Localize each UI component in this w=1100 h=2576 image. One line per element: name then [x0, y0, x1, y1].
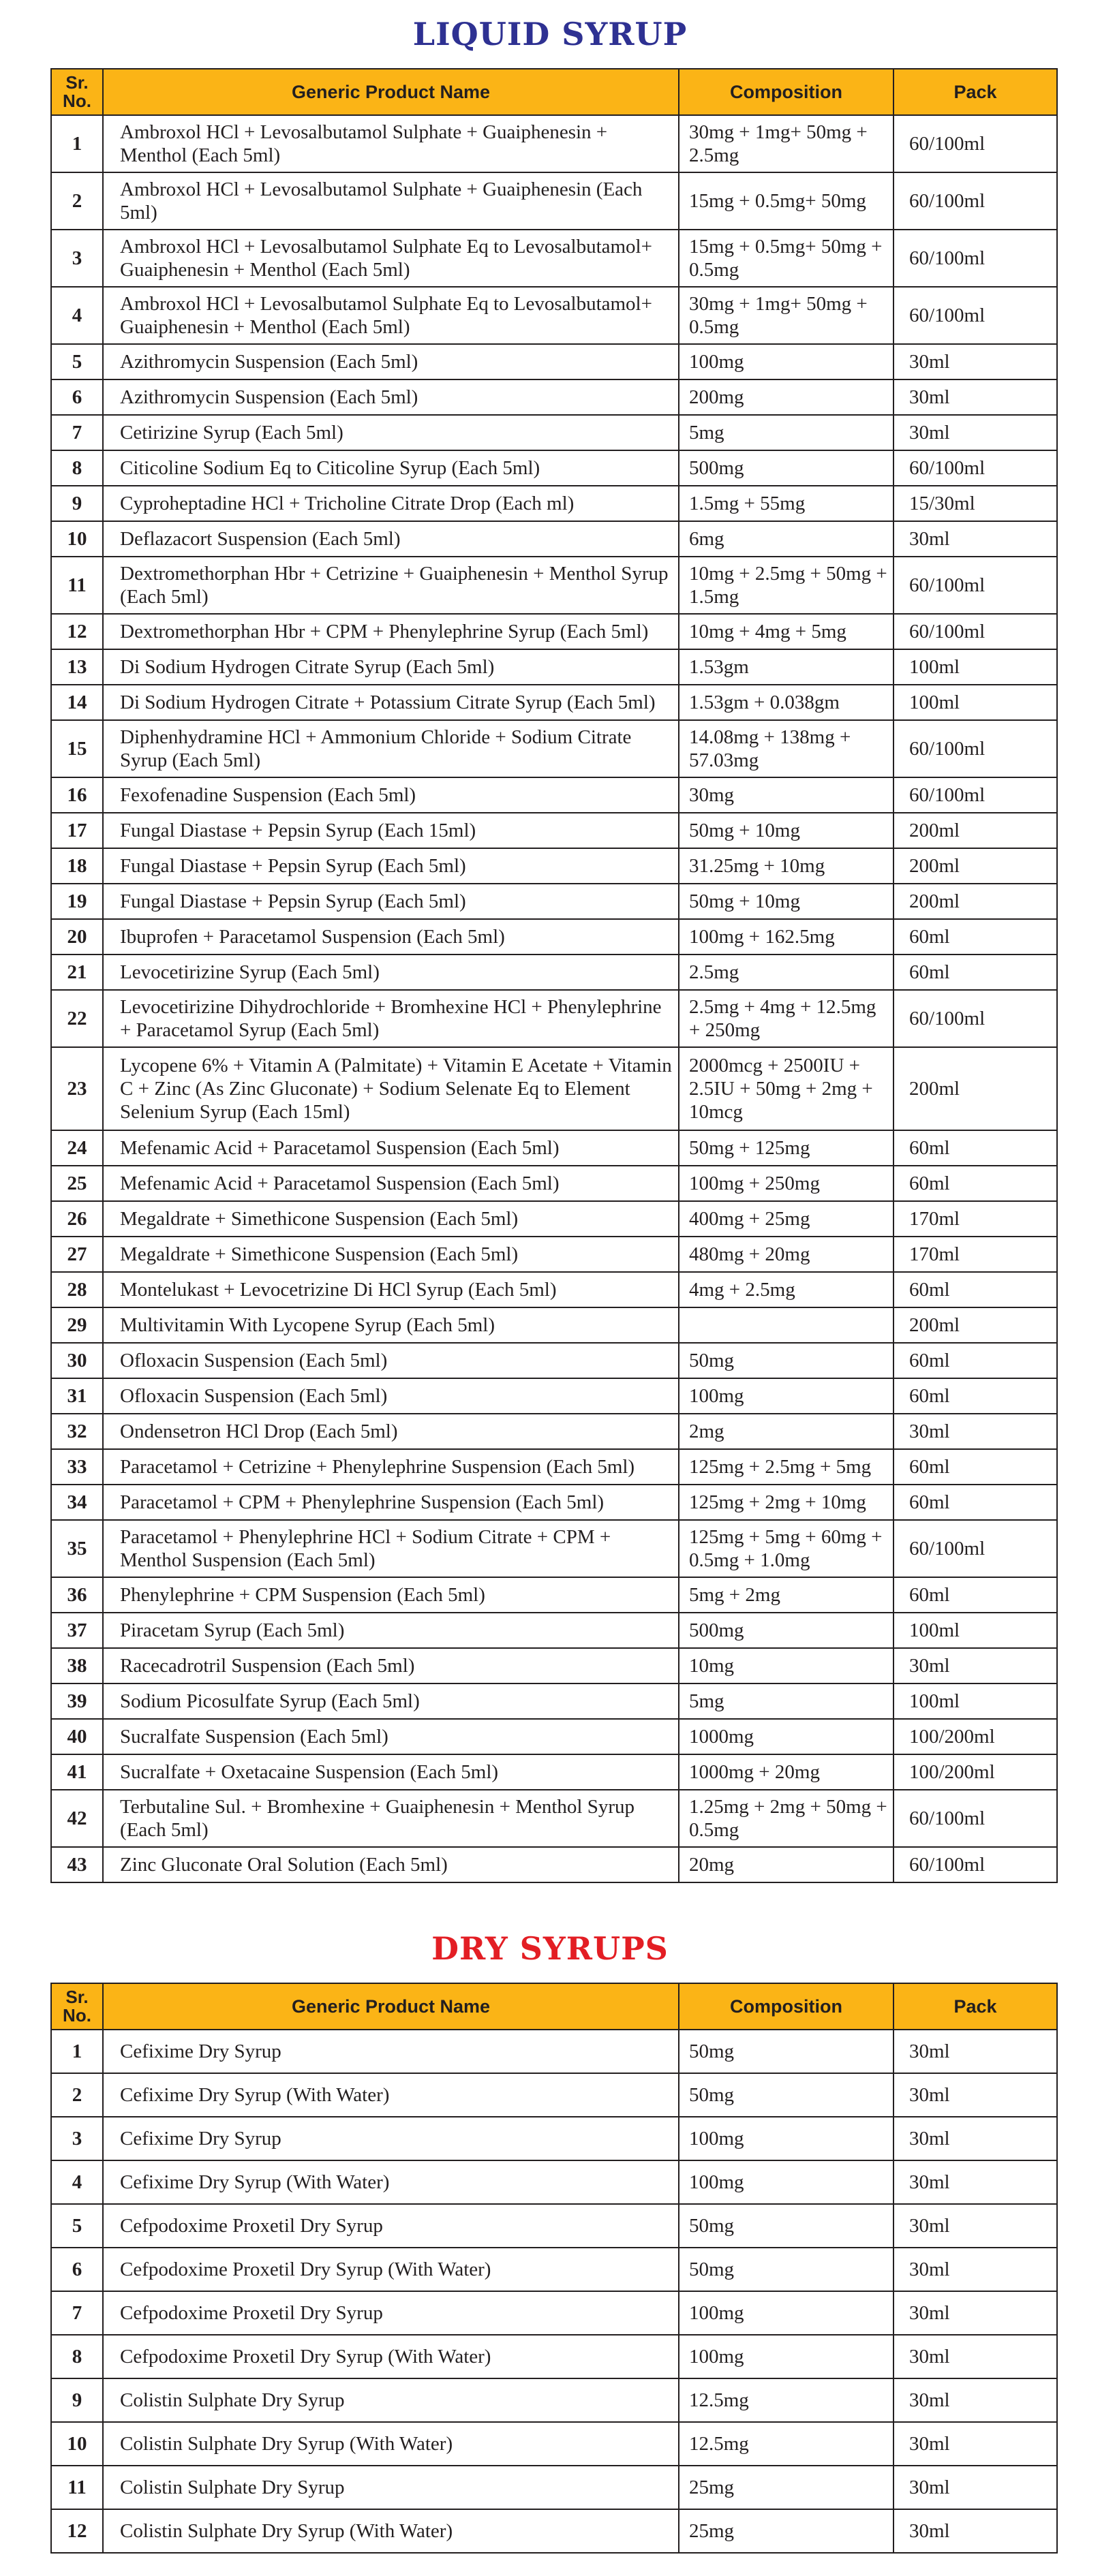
cell-sr-no: 2 — [51, 172, 103, 230]
table-row — [51, 1378, 1057, 1414]
cell-product-name: Sucralfate Suspension (Each 5ml) — [103, 1719, 679, 1754]
table-row — [51, 2073, 1057, 2117]
cell-composition: 125mg + 2.5mg + 5mg — [679, 1449, 893, 1485]
cell-pack: 170ml — [893, 1237, 1057, 1272]
cell-sr-no: 26 — [51, 1201, 103, 1237]
cell-sr-no: 24 — [51, 1130, 103, 1166]
cell-sr-no: 11 — [51, 2466, 103, 2509]
cell-product-name: Azithromycin Suspension (Each 5ml) — [103, 379, 679, 415]
cell-composition: 50mg — [679, 1343, 893, 1378]
liquid-syrup-title: LIQUID SYRUP — [412, 16, 688, 52]
cell-composition: 50mg + 125mg — [679, 1130, 893, 1166]
cell-product-name: Ofloxacin Suspension (Each 5ml) — [103, 1343, 679, 1378]
cell-composition: 100mg — [679, 2117, 893, 2160]
cell-product-name: Diphenhydramine HCl + Ammonium Chloride + Sodium Citrate Syrup (Each 5ml) — [103, 720, 679, 777]
cell-product-name: Cefpodoxime Proxetil Dry Syrup (With Water) — [103, 2335, 679, 2378]
cell-product-name: Cefixime Dry Syrup (With Water) — [103, 2073, 679, 2117]
cell-product-name: Mefenamic Acid + Paracetamol Suspension (Each 5ml) — [103, 1130, 679, 1166]
cell-product-name: Ambroxol HCl + Levosalbutamol Sulphate Eq to Levosalbutamol+ Guaiphenesin + Menthol (Each 5ml) — [103, 230, 679, 287]
cell-sr-no: 10 — [51, 521, 103, 557]
cell-product-name: Paracetamol + CPM + Phenylephrine Suspension (Each 5ml) — [103, 1485, 679, 1520]
cell-sr-no: 5 — [51, 2204, 103, 2248]
header-pack: Pack — [893, 1983, 1057, 2030]
cell-pack: 60/100ml — [893, 1520, 1057, 1577]
cell-product-name: Di Sodium Hydrogen Citrate + Potassium Citrate Syrup (Each 5ml) — [103, 685, 679, 720]
cell-pack: 200ml — [893, 1307, 1057, 1343]
cell-pack: 100ml — [893, 1613, 1057, 1648]
cell-composition: 2.5mg + 4mg + 12.5mg + 250mg — [679, 990, 893, 1047]
cell-sr-no: 22 — [51, 990, 103, 1047]
cell-product-name: Deflazacort Suspension (Each 5ml) — [103, 521, 679, 557]
table-row — [51, 1613, 1057, 1648]
cell-product-name: Citicoline Sodium Eq to Citicoline Syrup (Each 5ml) — [103, 450, 679, 486]
cell-composition: 2mg — [679, 1414, 893, 1449]
cell-pack: 30ml — [893, 2422, 1057, 2466]
cell-sr-no: 14 — [51, 685, 103, 720]
cell-composition: 200mg — [679, 379, 893, 415]
cell-sr-no: 17 — [51, 813, 103, 848]
table-row — [51, 884, 1057, 919]
cell-pack: 60ml — [893, 919, 1057, 955]
cell-composition: 100mg — [679, 1378, 893, 1414]
cell-composition: 2000mcg + 2500IU + 2.5IU + 50mg + 2mg + 10mcg — [679, 1047, 893, 1130]
cell-pack: 60ml — [893, 1343, 1057, 1378]
cell-product-name: Colistin Sulphate Dry Syrup — [103, 2378, 679, 2422]
cell-sr-no: 28 — [51, 1272, 103, 1307]
table-row — [51, 2422, 1057, 2466]
cell-composition: 50mg — [679, 2073, 893, 2117]
cell-composition: 4mg + 2.5mg — [679, 1272, 893, 1307]
cell-pack: 60ml — [893, 1130, 1057, 1166]
cell-composition: 1.53gm — [679, 649, 893, 685]
cell-sr-no: 2 — [51, 2073, 103, 2117]
cell-pack: 30ml — [893, 415, 1057, 450]
cell-sr-no: 35 — [51, 1520, 103, 1577]
table-row — [51, 1847, 1057, 1882]
cell-sr-no: 6 — [51, 2248, 103, 2291]
cell-sr-no: 13 — [51, 649, 103, 685]
cell-pack: 30ml — [893, 2466, 1057, 2509]
cell-composition: 100mg — [679, 344, 893, 379]
cell-sr-no: 4 — [51, 287, 103, 344]
cell-product-name: Cefpodoxime Proxetil Dry Syrup — [103, 2291, 679, 2335]
table-row — [51, 2160, 1057, 2204]
cell-pack: 60/100ml — [893, 172, 1057, 230]
cell-product-name: Fungal Diastase + Pepsin Syrup (Each 5ml) — [103, 848, 679, 884]
table-row — [51, 848, 1057, 884]
cell-pack: 30ml — [893, 344, 1057, 379]
cell-pack: 100/200ml — [893, 1719, 1057, 1754]
cell-pack: 60/100ml — [893, 777, 1057, 813]
table-row — [51, 2117, 1057, 2160]
table-row — [51, 685, 1057, 720]
cell-composition: 12.5mg — [679, 2378, 893, 2422]
cell-composition: 500mg — [679, 450, 893, 486]
table-header-row — [51, 69, 1057, 115]
table-row — [51, 1449, 1057, 1485]
table-row — [51, 2248, 1057, 2291]
cell-pack: 30ml — [893, 2291, 1057, 2335]
cell-composition: 500mg — [679, 1613, 893, 1648]
cell-pack: 200ml — [893, 813, 1057, 848]
cell-composition: 14.08mg + 138mg + 57.03mg — [679, 720, 893, 777]
cell-product-name: Ambroxol HCl + Levosalbutamol Sulphate + Guaiphenesin + Menthol (Each 5ml) — [103, 115, 679, 172]
cell-sr-no: 1 — [51, 2030, 103, 2073]
table-row — [51, 614, 1057, 649]
cell-sr-no: 8 — [51, 450, 103, 486]
cell-pack: 60/100ml — [893, 557, 1057, 614]
cell-pack: 60/100ml — [893, 115, 1057, 172]
table-row — [51, 1272, 1057, 1307]
cell-product-name: Multivitamin With Lycopene Syrup (Each 5ml) — [103, 1307, 679, 1343]
cell-sr-no: 9 — [51, 486, 103, 521]
cell-sr-no: 7 — [51, 2291, 103, 2335]
table-row — [51, 172, 1057, 230]
table-row — [51, 486, 1057, 521]
cell-pack: 30ml — [893, 2248, 1057, 2291]
liquid-syrup-table-body — [51, 115, 1057, 1882]
cell-pack: 30ml — [893, 2160, 1057, 2204]
table-row — [51, 1047, 1057, 1130]
cell-product-name: Megaldrate + Simethicone Suspension (Each 5ml) — [103, 1201, 679, 1237]
cell-pack: 60ml — [893, 1577, 1057, 1613]
table-row — [51, 1201, 1057, 1237]
cell-composition: 1000mg + 20mg — [679, 1754, 893, 1790]
cell-sr-no: 20 — [51, 919, 103, 955]
cell-product-name: Cefpodoxime Proxetil Dry Syrup (With Water) — [103, 2248, 679, 2291]
cell-sr-no: 30 — [51, 1343, 103, 1378]
cell-composition: 1000mg — [679, 1719, 893, 1754]
cell-pack: 15/30ml — [893, 486, 1057, 521]
cell-composition: 2.5mg — [679, 955, 893, 990]
cell-pack: 60/100ml — [893, 230, 1057, 287]
table-row — [51, 955, 1057, 990]
cell-composition: 15mg + 0.5mg+ 50mg — [679, 172, 893, 230]
cell-sr-no: 6 — [51, 379, 103, 415]
cell-product-name: Mefenamic Acid + Paracetamol Suspension (Each 5ml) — [103, 1166, 679, 1201]
cell-composition: 400mg + 25mg — [679, 1201, 893, 1237]
cell-pack: 30ml — [893, 1648, 1057, 1683]
cell-pack: 60/100ml — [893, 1790, 1057, 1847]
cell-sr-no: 43 — [51, 1847, 103, 1882]
cell-composition: 50mg — [679, 2204, 893, 2248]
cell-composition: 25mg — [679, 2509, 893, 2553]
cell-pack: 30ml — [893, 2117, 1057, 2160]
table-row — [51, 1790, 1057, 1847]
cell-sr-no: 5 — [51, 344, 103, 379]
cell-pack: 30ml — [893, 2335, 1057, 2378]
cell-sr-no: 12 — [51, 2509, 103, 2553]
table-row — [51, 720, 1057, 777]
cell-product-name: Phenylephrine + CPM Suspension (Each 5ml) — [103, 1577, 679, 1613]
cell-pack: 60ml — [893, 955, 1057, 990]
cell-product-name: Colistin Sulphate Dry Syrup (With Water) — [103, 2509, 679, 2553]
cell-composition: 12.5mg — [679, 2422, 893, 2466]
cell-product-name: Cefixime Dry Syrup — [103, 2030, 679, 2073]
cell-pack: 200ml — [893, 1047, 1057, 1130]
dry-syrups-table-body — [51, 2030, 1057, 2553]
cell-pack: 100/200ml — [893, 1754, 1057, 1790]
table-row — [51, 919, 1057, 955]
cell-composition: 10mg + 4mg + 5mg — [679, 614, 893, 649]
table-row — [51, 450, 1057, 486]
cell-product-name: Cefixime Dry Syrup — [103, 2117, 679, 2160]
header-product-name: Generic Product Name — [103, 1983, 679, 2030]
cell-composition: 100mg — [679, 2160, 893, 2204]
cell-product-name: Montelukast + Levocetrizine Di HCl Syrup (Each 5ml) — [103, 1272, 679, 1307]
cell-sr-no: 12 — [51, 614, 103, 649]
cell-composition: 1.5mg + 55mg — [679, 486, 893, 521]
cell-composition: 1.53gm + 0.038gm — [679, 685, 893, 720]
cell-pack: 100ml — [893, 685, 1057, 720]
table-row — [51, 557, 1057, 614]
cell-composition: 15mg + 0.5mg+ 50mg + 0.5mg — [679, 230, 893, 287]
cell-product-name: Dextromethorphan Hbr + Cetrizine + Guaiphenesin + Menthol Syrup (Each 5ml) — [103, 557, 679, 614]
table-row — [51, 1485, 1057, 1520]
table-header-row — [51, 1983, 1057, 2030]
cell-pack: 60ml — [893, 1485, 1057, 1520]
table-row — [51, 2466, 1057, 2509]
cell-sr-no: 39 — [51, 1683, 103, 1719]
cell-sr-no: 37 — [51, 1613, 103, 1648]
cell-sr-no: 27 — [51, 1237, 103, 1272]
table-row — [51, 1577, 1057, 1613]
cell-composition: 100mg + 162.5mg — [679, 919, 893, 955]
cell-product-name: Fexofenadine Suspension (Each 5ml) — [103, 777, 679, 813]
cell-composition: 10mg + 2.5mg + 50mg + 1.5mg — [679, 557, 893, 614]
table-row — [51, 1754, 1057, 1790]
cell-pack: 30ml — [893, 521, 1057, 557]
cell-sr-no: 33 — [51, 1449, 103, 1485]
cell-sr-no: 19 — [51, 884, 103, 919]
table-row — [51, 2204, 1057, 2248]
dry-syrups-title: DRY SYRUPS — [431, 1930, 669, 1967]
cell-sr-no: 7 — [51, 415, 103, 450]
cell-composition: 100mg — [679, 2291, 893, 2335]
cell-pack: 60ml — [893, 1449, 1057, 1485]
cell-composition: 10mg — [679, 1648, 893, 1683]
cell-product-name: Paracetamol + Cetrizine + Phenylephrine Suspension (Each 5ml) — [103, 1449, 679, 1485]
cell-product-name: Ondensetron HCl Drop (Each 5ml) — [103, 1414, 679, 1449]
cell-product-name: Megaldrate + Simethicone Suspension (Each 5ml) — [103, 1237, 679, 1272]
cell-pack: 60/100ml — [893, 720, 1057, 777]
cell-sr-no: 8 — [51, 2335, 103, 2378]
cell-sr-no: 23 — [51, 1047, 103, 1130]
cell-pack: 30ml — [893, 2509, 1057, 2553]
cell-sr-no: 38 — [51, 1648, 103, 1683]
cell-product-name: Terbutaline Sul. + Bromhexine + Guaiphenesin + Menthol Syrup (Each 5ml) — [103, 1790, 679, 1847]
cell-sr-no: 42 — [51, 1790, 103, 1847]
cell-sr-no: 9 — [51, 2378, 103, 2422]
cell-product-name: Di Sodium Hydrogen Citrate Syrup (Each 5ml) — [103, 649, 679, 685]
cell-product-name: Ofloxacin Suspension (Each 5ml) — [103, 1378, 679, 1414]
cell-sr-no: 36 — [51, 1577, 103, 1613]
cell-composition: 1.25mg + 2mg + 50mg + 0.5mg — [679, 1790, 893, 1847]
cell-composition: 30mg + 1mg+ 50mg + 0.5mg — [679, 287, 893, 344]
cell-sr-no: 21 — [51, 955, 103, 990]
cell-composition: 480mg + 20mg — [679, 1237, 893, 1272]
table-row — [51, 1166, 1057, 1201]
cell-composition: 5mg — [679, 1683, 893, 1719]
header-sr-no: Sr. No. — [51, 69, 103, 115]
cell-composition: 31.25mg + 10mg — [679, 848, 893, 884]
table-row — [51, 1520, 1057, 1577]
cell-sr-no: 11 — [51, 557, 103, 614]
cell-pack: 200ml — [893, 848, 1057, 884]
header-sr-no: Sr. No. — [51, 1983, 103, 2030]
cell-pack: 30ml — [893, 2073, 1057, 2117]
table-row — [51, 1719, 1057, 1754]
cell-pack: 60/100ml — [893, 287, 1057, 344]
cell-pack: 100ml — [893, 649, 1057, 685]
cell-composition: 30mg + 1mg+ 50mg + 2.5mg — [679, 115, 893, 172]
cell-sr-no: 34 — [51, 1485, 103, 1520]
cell-product-name: Ambroxol HCl + Levosalbutamol Sulphate Eq to Levosalbutamol+ Guaiphenesin + Menthol (Each 5ml) — [103, 287, 679, 344]
cell-product-name: Zinc Gluconate Oral Solution (Each 5ml) — [103, 1847, 679, 1882]
cell-pack: 170ml — [893, 1201, 1057, 1237]
table-row — [51, 2335, 1057, 2378]
cell-pack: 30ml — [893, 1414, 1057, 1449]
cell-product-name: Cefpodoxime Proxetil Dry Syrup — [103, 2204, 679, 2248]
table-row — [51, 777, 1057, 813]
cell-sr-no: 40 — [51, 1719, 103, 1754]
cell-composition: 100mg + 250mg — [679, 1166, 893, 1201]
cell-composition: 50mg + 10mg — [679, 813, 893, 848]
cell-product-name: Cefixime Dry Syrup (With Water) — [103, 2160, 679, 2204]
cell-composition: 100mg — [679, 2335, 893, 2378]
header-pack: Pack — [893, 69, 1057, 115]
cell-sr-no: 15 — [51, 720, 103, 777]
table-row — [51, 379, 1057, 415]
cell-pack: 60/100ml — [893, 450, 1057, 486]
cell-pack: 60ml — [893, 1272, 1057, 1307]
cell-composition: 20mg — [679, 1847, 893, 1882]
table-row — [51, 521, 1057, 557]
table-row — [51, 649, 1057, 685]
cell-sr-no: 25 — [51, 1166, 103, 1201]
cell-product-name: Colistin Sulphate Dry Syrup — [103, 2466, 679, 2509]
cell-pack: 30ml — [893, 2204, 1057, 2248]
header-composition: Composition — [679, 69, 893, 115]
cell-product-name: Azithromycin Suspension (Each 5ml) — [103, 344, 679, 379]
table-row — [51, 344, 1057, 379]
cell-pack: 60ml — [893, 1378, 1057, 1414]
cell-sr-no: 3 — [51, 230, 103, 287]
cell-product-name: Sucralfate + Oxetacaine Suspension (Each 5ml) — [103, 1754, 679, 1790]
cell-pack: 30ml — [893, 2030, 1057, 2073]
cell-product-name: Ibuprofen + Paracetamol Suspension (Each 5ml) — [103, 919, 679, 955]
cell-product-name: Paracetamol + Phenylephrine HCl + Sodium Citrate + CPM + Menthol Suspension (Each 5ml) — [103, 1520, 679, 1577]
table-row — [51, 415, 1057, 450]
cell-sr-no: 29 — [51, 1307, 103, 1343]
cell-pack: 60ml — [893, 1166, 1057, 1201]
cell-pack: 60/100ml — [893, 990, 1057, 1047]
cell-composition: 50mg — [679, 2248, 893, 2291]
cell-product-name: Fungal Diastase + Pepsin Syrup (Each 15ml) — [103, 813, 679, 848]
cell-sr-no: 10 — [51, 2422, 103, 2466]
cell-sr-no: 1 — [51, 115, 103, 172]
table-row — [51, 990, 1057, 1047]
table-row — [51, 1307, 1057, 1343]
table-row — [51, 287, 1057, 344]
cell-sr-no: 31 — [51, 1378, 103, 1414]
cell-sr-no: 18 — [51, 848, 103, 884]
cell-product-name: Cetirizine Syrup (Each 5ml) — [103, 415, 679, 450]
table-row — [51, 1130, 1057, 1166]
table-row — [51, 1683, 1057, 1719]
cell-composition: 50mg — [679, 2030, 893, 2073]
cell-product-name: Sodium Picosulfate Syrup (Each 5ml) — [103, 1683, 679, 1719]
table-row — [51, 1343, 1057, 1378]
table-row — [51, 115, 1057, 172]
table-row — [51, 2030, 1057, 2073]
cell-sr-no: 41 — [51, 1754, 103, 1790]
table-row — [51, 2291, 1057, 2335]
cell-product-name: Lycopene 6% + Vitamin A (Palmitate) + Vitamin E Acetate + Vitamin C + Zinc (As Zinc Gluconate) + Sodium Selenate Eq to Element Selenium Syrup (Each 15ml) — [103, 1047, 679, 1130]
cell-pack: 60/100ml — [893, 614, 1057, 649]
cell-pack: 30ml — [893, 379, 1057, 415]
table-row — [51, 813, 1057, 848]
cell-sr-no: 3 — [51, 2117, 103, 2160]
header-composition: Composition — [679, 1983, 893, 2030]
cell-composition: 125mg + 2mg + 10mg — [679, 1485, 893, 1520]
cell-pack: 60/100ml — [893, 1847, 1057, 1882]
header-product-name: Generic Product Name — [103, 69, 679, 115]
cell-product-name: Piracetam Syrup (Each 5ml) — [103, 1613, 679, 1648]
cell-composition: 50mg + 10mg — [679, 884, 893, 919]
cell-composition: 6mg — [679, 521, 893, 557]
cell-composition: 25mg — [679, 2466, 893, 2509]
cell-product-name: Levocetirizine Syrup (Each 5ml) — [103, 955, 679, 990]
cell-product-name: Ambroxol HCl + Levosalbutamol Sulphate + Guaiphenesin (Each 5ml) — [103, 172, 679, 230]
liquid-syrup-table — [50, 68, 1058, 1883]
cell-pack: 200ml — [893, 884, 1057, 919]
cell-product-name: Racecadrotril Suspension (Each 5ml) — [103, 1648, 679, 1683]
cell-pack: 30ml — [893, 2378, 1057, 2422]
cell-sr-no: 32 — [51, 1414, 103, 1449]
table-row — [51, 230, 1057, 287]
cell-sr-no: 4 — [51, 2160, 103, 2204]
cell-product-name: Colistin Sulphate Dry Syrup (With Water) — [103, 2422, 679, 2466]
cell-composition: 5mg + 2mg — [679, 1577, 893, 1613]
dry-syrups-table — [50, 1983, 1058, 2554]
cell-product-name: Fungal Diastase + Pepsin Syrup (Each 5ml) — [103, 884, 679, 919]
table-row — [51, 1648, 1057, 1683]
cell-composition — [679, 1307, 893, 1343]
cell-product-name: Cyproheptadine HCl + Tricholine Citrate Drop (Each ml) — [103, 486, 679, 521]
cell-composition: 30mg — [679, 777, 893, 813]
table-row — [51, 1237, 1057, 1272]
cell-product-name: Dextromethorphan Hbr + CPM + Phenylephrine Syrup (Each 5ml) — [103, 614, 679, 649]
cell-composition: 125mg + 5mg + 60mg + 0.5mg + 1.0mg — [679, 1520, 893, 1577]
table-row — [51, 1414, 1057, 1449]
cell-composition: 5mg — [679, 415, 893, 450]
table-row — [51, 2509, 1057, 2553]
cell-pack: 100ml — [893, 1683, 1057, 1719]
cell-product-name: Levocetirizine Dihydrochloride + Bromhexine HCl + Phenylephrine + Paracetamol Syrup (Each 5ml) — [103, 990, 679, 1047]
table-row — [51, 2378, 1057, 2422]
cell-sr-no: 16 — [51, 777, 103, 813]
